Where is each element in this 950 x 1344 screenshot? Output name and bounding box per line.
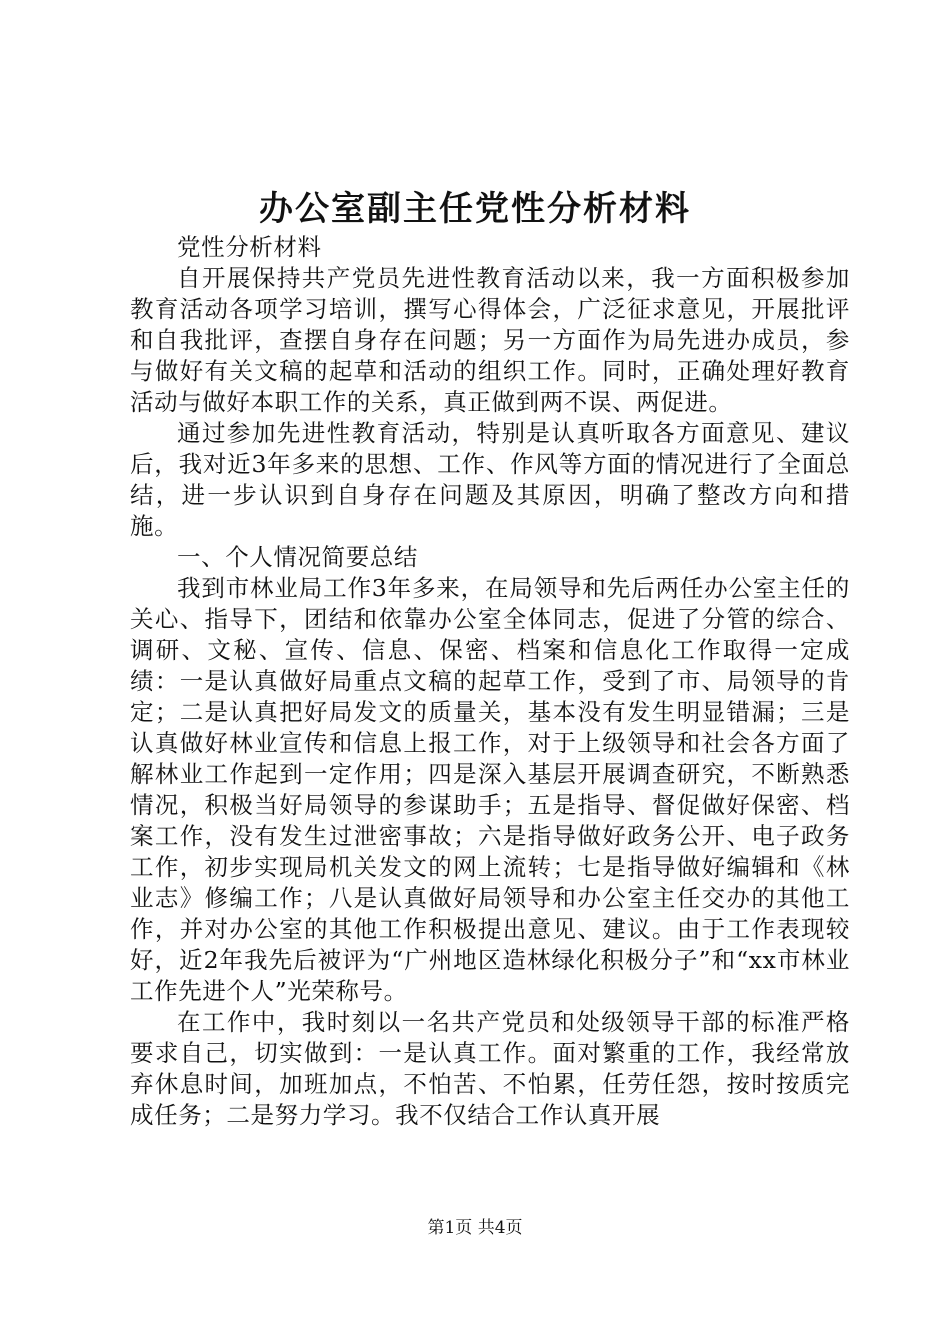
section-heading: 一、个人情况简要总结 xyxy=(177,543,418,571)
intro-paragraph: 自开展保持共产党员先进性教育活动以来，我一方面积极参加教育活动各项学习培训，撰写心得体会，广泛征求意见，开展批评和自我批评，查摆自身存在问题；另一方面作为局先进办成员，参与做好有关文稿的起草和活动的组织工作。同时，正确处理好教育活动与做好本职工作的关系，真正做到两不误、两促进。 xyxy=(130,264,850,416)
self-requirement-paragraph: 在工作中，我时刻以一名共产党员和处级领导干部的标准严格要求自己，切实做到：一是认真工作。面对繁重的工作，我经常放弃休息时间，加班加点，不怕苦、不怕累，任劳任怨，按时按质完成任务；二是努力学习。我不仅结合工作认真开展 xyxy=(130,1008,850,1129)
document-body xyxy=(130,232,850,1131)
page-footer: 第1页 共4页 xyxy=(427,1218,523,1238)
document-title: 办公室副主任党性分析材料 xyxy=(259,189,691,229)
subtitle-paragraph: 党性分析材料 xyxy=(177,233,322,261)
work-summary-paragraph: 我到市林业局工作3年多来，在局领导和先后两任办公室主任的关心、指导下，团结和依靠办公室全体同志，促进了分管的综合、调研、文秘、宣传、信息、保密、档案和信息化工作取得一定成绩：一是认真做好局重点文稿的起草工作，受到了市、局领导的肯定；二是认真把好局发文的质量关，基本没有发生明显错漏；三是认真做好林业宣传和信息上报工作，对于上级领导和社会各方面了解林业工作起到一定作用；四是深入基层开展调查研究，不断熟悉情况，积极当好局领导的参谋助手；五是指导、督促做好保密、档案工作，没有发生过泄密事故；六是指导做好政务公开、电子政务工作，初步实现局机关发文的网上流转；七是指导做好编辑和《林业志》修编工作；八是认真做好局领导和办公室主任交办的其他工作，并对办公室的其他工作积极提出意见、建议。由于工作表现较好，近2年我先后被评为“广州地区造林绿化积极分子”和“xx市林业工作先进个人”光荣称号。 xyxy=(130,574,850,1005)
summary-paragraph: 通过参加先进性教育活动，特别是认真听取各方面意见、建议后，我对近3年多来的思想、工作、作风等方面的情况进行了全面总结，进一步认识到自身存在问题及其原因，明确了整改方向和措施。 xyxy=(130,419,850,540)
